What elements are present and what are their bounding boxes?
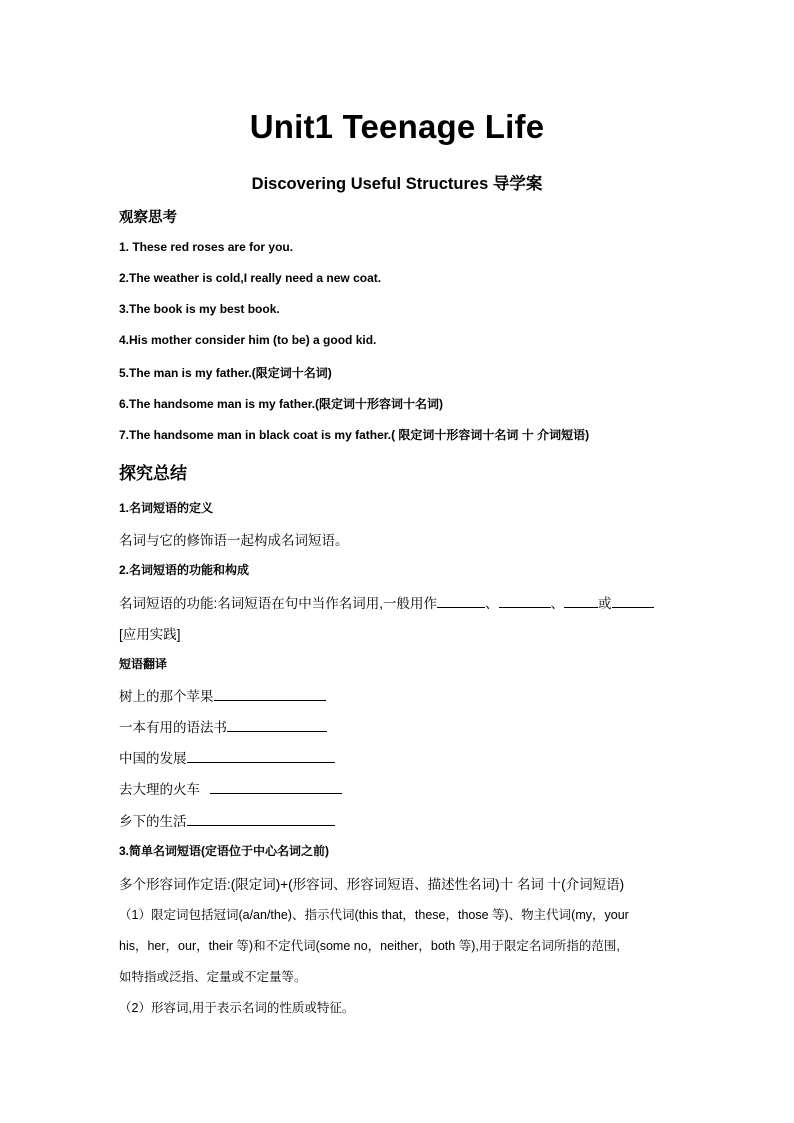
- answer-blank-4[interactable]: [612, 595, 654, 608]
- translation-blank-2[interactable]: [227, 719, 327, 732]
- phrase-text: 中国的发展: [119, 751, 187, 766]
- phrase-item: [119, 778, 342, 798]
- paragraph-1-line-3: 如特指或泛指、定量或不定量等。: [119, 970, 307, 984]
- example-sentence-6: [119, 395, 443, 412]
- example-sentence-6-text: 6.The handsome man is my father.(限定词十形容词十名词): [119, 397, 444, 411]
- section-3-title: 3.简单名词短语(定语位于中心名词之前): [119, 844, 330, 858]
- section-2-text-a: 名词短语的功能:名词短语在句中当作名词用,一般用作: [119, 596, 438, 611]
- example-sentence-2: 2.The weather is cold,I really need a new coat.: [119, 271, 382, 285]
- example-sentence-4: 4.His mother consider him (to be) a good kid.: [119, 333, 377, 347]
- paragraph-1-line-2: his，her，our，their 等)和不定代词(some no，neither，both 等),用于限定名词所指的范围,: [119, 939, 620, 953]
- phrase-text: 一本有用的语法书: [119, 720, 227, 735]
- example-sentence-1: 1. These red roses are for you.: [119, 240, 294, 254]
- or-word: 或: [598, 596, 612, 611]
- phrase-item: [119, 716, 327, 736]
- paragraph-1-line-1: （1）限定词包括冠词(a/an/the)、指示代词(this that，these，those 等)、物主代词(my，your: [119, 908, 629, 922]
- example-sentence-3: 3.The book is my best book.: [119, 302, 280, 316]
- translation-blank-5[interactable]: [187, 813, 335, 826]
- example-sentence-5-text: 5.The man is my father.(限定词十名词): [119, 366, 332, 380]
- separator-2: 、: [550, 596, 565, 611]
- explore-heading: 探究总结: [119, 464, 187, 483]
- document-title: Unit1 Teenage Life: [249, 108, 545, 145]
- section-3-text: 多个形容词作定语:(限定词)+(形容词、形容词短语、描述性名词)十 名词 十(介词短语): [119, 877, 625, 892]
- section-1-text: 名词与它的修饰语一起构成名词短语。: [119, 533, 349, 548]
- translation-blank-4[interactable]: [210, 781, 342, 794]
- observe-heading: 观察思考: [119, 210, 177, 226]
- translate-heading: 短语翻译: [119, 657, 168, 671]
- paragraph-2: （2）形容词,用于表示名词的性质或特征。: [119, 1001, 355, 1015]
- example-sentence-7: [119, 426, 589, 443]
- phrase-text: 树上的那个苹果: [119, 689, 214, 704]
- document-subtitle: Discovering Useful Structures 导学案: [251, 175, 543, 193]
- practice-label: [应用实践]: [119, 627, 181, 642]
- phrase-text: 乡下的生活: [119, 814, 187, 829]
- phrase-item: [119, 747, 335, 767]
- answer-blank-2[interactable]: [499, 595, 551, 608]
- section-1-title: 1.名词短语的定义: [119, 501, 214, 515]
- example-sentence-5: [119, 364, 332, 381]
- phrase-text: 去大理的火车: [119, 782, 200, 797]
- phrase-item: [119, 685, 326, 705]
- answer-blank-3[interactable]: [564, 595, 598, 608]
- translation-blank-3[interactable]: [187, 750, 335, 763]
- separator-1: 、: [485, 596, 499, 611]
- phrase-item: [119, 810, 335, 830]
- example-sentence-7-text: 7.The handsome man in black coat is my father.( 限定词十形容词十名词 十 介词短语): [119, 428, 590, 442]
- translation-blank-1[interactable]: [214, 688, 326, 701]
- section-2-text: [119, 592, 654, 612]
- section-2-title: 2.名词短语的功能和构成: [119, 563, 250, 577]
- answer-blank-1[interactable]: [437, 595, 485, 608]
